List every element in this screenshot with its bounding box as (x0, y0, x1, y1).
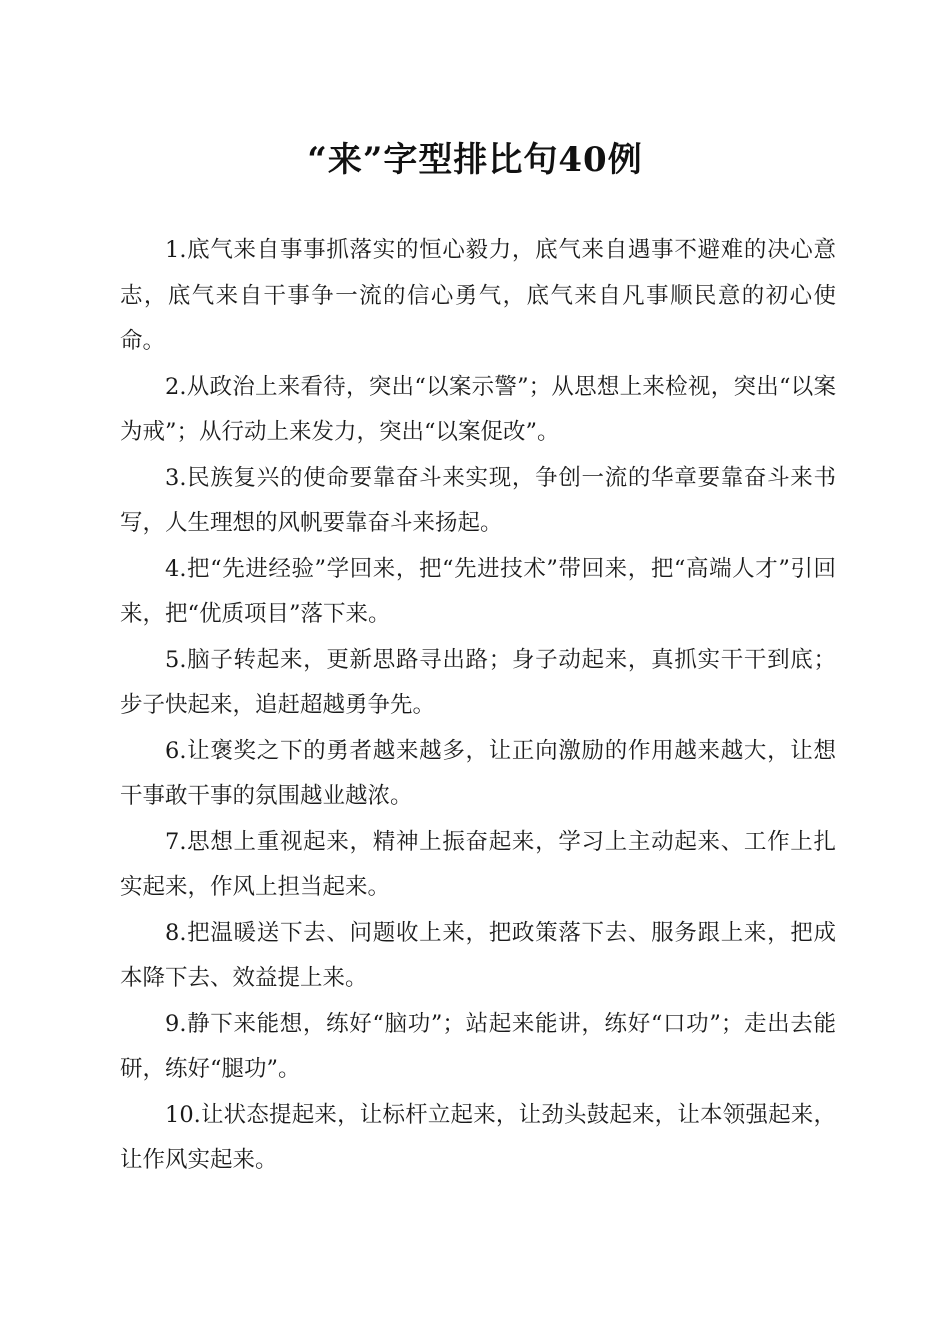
document-title: “来”字型排比句40例 (307, 140, 643, 180)
document-body (120, 228, 836, 1184)
list-item-1: 1.底气来自事事抓落实的恒心毅力，底气来自遇事不避难的决心意志，底气来自干事争一流的信心勇气，底气来自凡事顺民意的初心使命。 (120, 237, 836, 354)
list-item-7: 7.思想上重视起来，精神上振奋起来，学习上主动起来、工作上扎实起来，作风上担当起来。 (120, 828, 836, 900)
list-item-8: 8.把温暖送下去、问题收上来，把政策落下去、服务跟上来，把成本降下去、效益提上来。 (120, 919, 836, 991)
list-item-10: 10.让状态提起来，让标杆立起来，让劲头鼓起来，让本领强起来，让作风实起来。 (120, 1101, 836, 1173)
list-item-3: 3.民族复兴的使命要靠奋斗来实现，争创一流的华章要靠奋斗来书写，人生理想的风帆要靠奋斗来扬起。 (120, 464, 836, 536)
list-item-5: 5.脑子转起来，更新思路寻出路；身子动起来，真抓实干干到底；步子快起来，追赶超越勇争先。 (120, 646, 836, 718)
list-item-2: 2.从政治上来看待，突出“以案示警”；从思想上来检视，突出“以案为戒”；从行动上来发力，突出“以案促改”。 (120, 373, 836, 445)
list-item-9: 9.静下来能想，练好“脑功”；站起来能讲，练好“口功”；走出去能研，练好“腿功”。 (120, 1010, 836, 1082)
list-item-6: 6.让褒奖之下的勇者越来越多，让正向激励的作用越来越大，让想干事敢干事的氛围越业越浓。 (120, 737, 836, 809)
list-item-4: 4.把“先进经验”学回来，把“先进技术”带回来，把“高端人才”引回来，把“优质项目”落下来。 (120, 555, 836, 627)
